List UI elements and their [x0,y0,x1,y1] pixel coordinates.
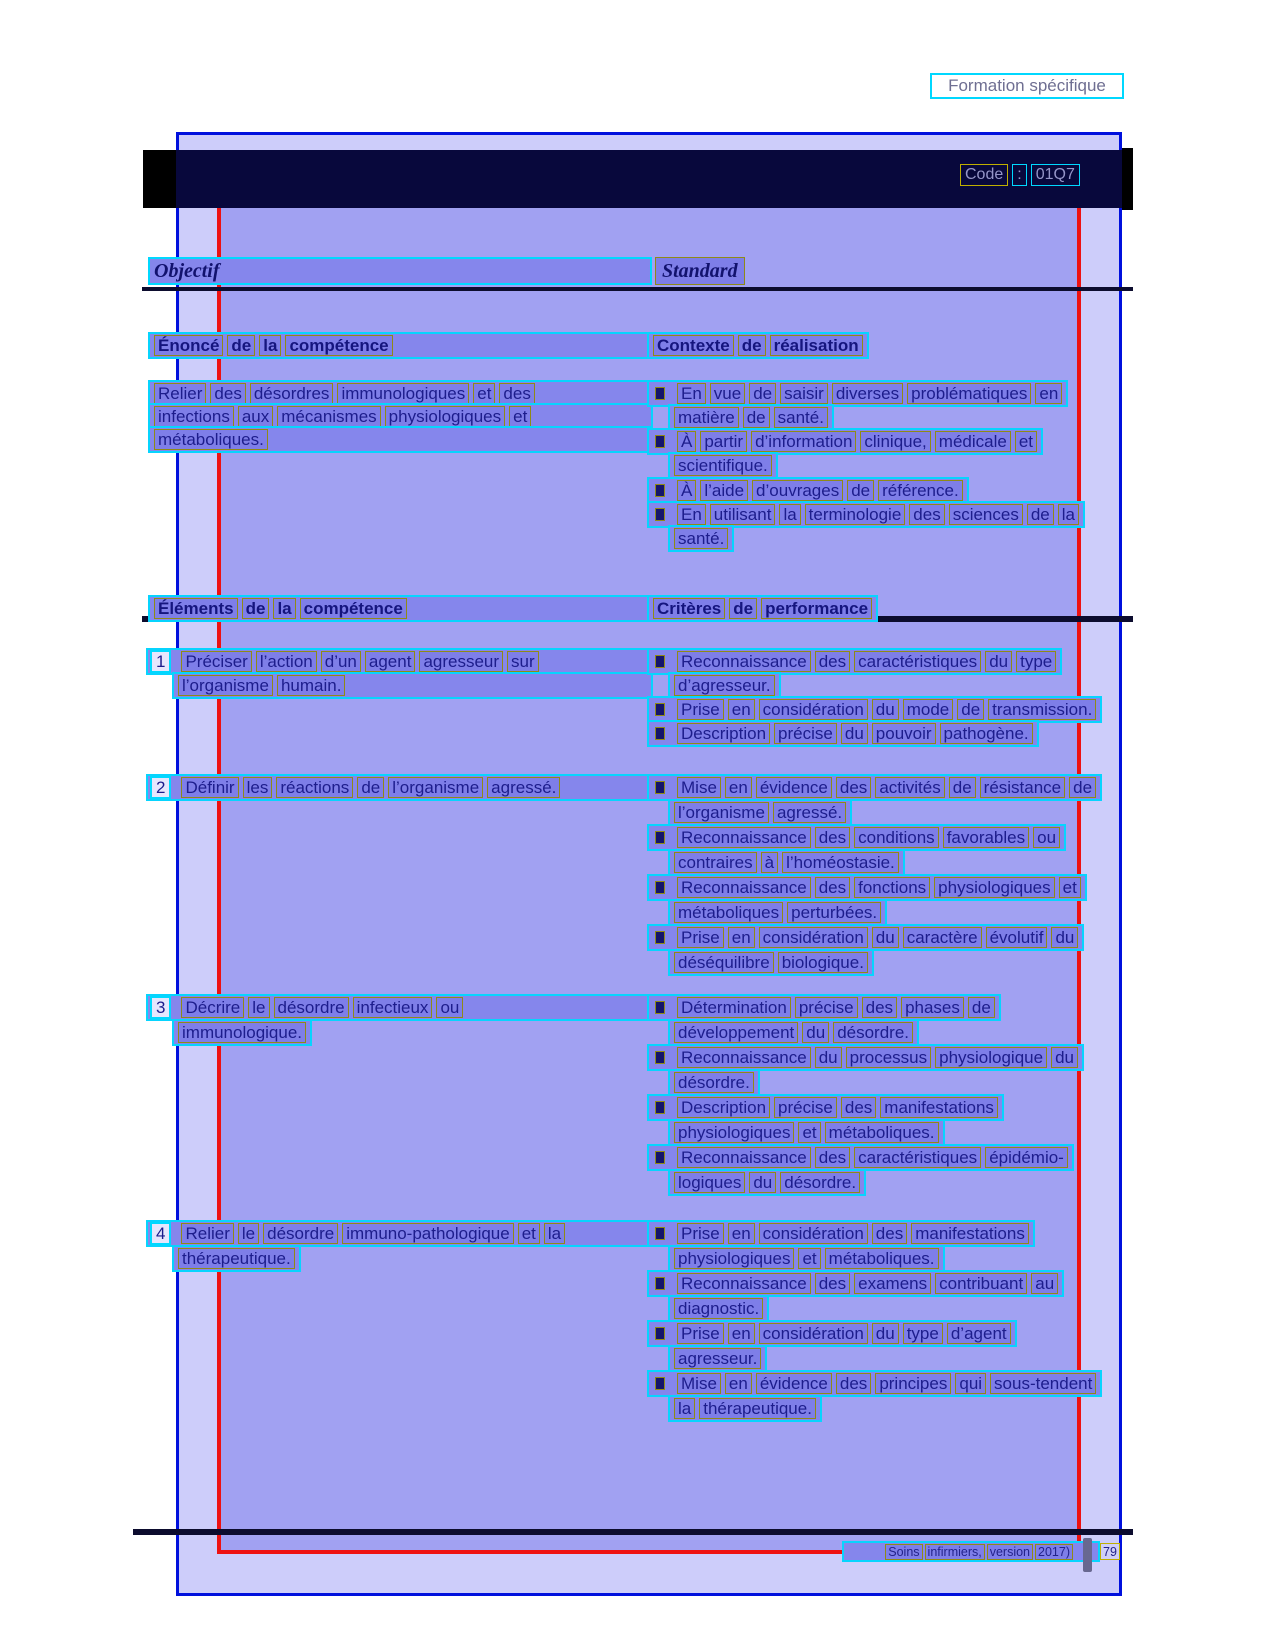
critere-bullet-line [668,899,887,926]
word-box: des [815,1273,850,1294]
word-box: physiologiques [385,406,505,427]
word-box: type [1016,651,1056,672]
word-box: principes [875,1373,951,1394]
word-box: immunologiques [337,383,469,404]
word-box: saisir [780,383,828,404]
element-line [172,1019,312,1046]
word-box: infections [154,406,234,427]
word-box: des [836,777,871,798]
word-box: précise [774,723,837,744]
word-box: l’organisme [674,802,769,823]
word-box: agressé. [487,777,560,798]
critere-bullet-line [647,1144,1074,1171]
word-box: Reconnaissance [677,1047,811,1068]
word-box: santé. [774,407,828,428]
word-box: précise [795,997,858,1018]
bullet-icon [655,1151,665,1164]
footer-word-box: infirmiers, [925,1544,985,1560]
word-box: des [841,1097,876,1118]
word-box: Préciser [181,651,251,672]
bullet-icon [655,1277,665,1290]
bullet-icon [655,1377,665,1390]
critere-bullet-line [647,994,1001,1021]
critere-bullet-line [647,720,1039,747]
word-box: du [815,1047,842,1068]
word-box: de [1069,777,1096,798]
word-box: humain. [277,675,345,696]
word-box: médicale [935,431,1011,452]
word-box: désordre [263,1223,338,1244]
word-box: la [1058,504,1079,525]
word-box: d’information [751,431,856,452]
header-bar-left-cap [143,150,176,208]
word-box: réalisation [770,335,863,356]
word-box: la [544,1223,565,1244]
bullet-icon [655,435,665,448]
objectif-column-header: Objectif [148,257,652,285]
word-box: sciences [949,504,1023,525]
word-box: la [273,598,295,619]
word-box: perturbées. [787,902,881,923]
element-line [146,994,653,1021]
bullet-icon [655,881,665,894]
word-box: en [728,699,755,720]
horizontal-rule-top [142,287,1133,291]
word-box: Énoncé [154,335,223,356]
word-box: en [728,927,755,948]
bullet-icon [655,1001,665,1014]
word-box: Prise [677,1323,724,1344]
word-box: manifestations [911,1223,1029,1244]
word-box: référence. [878,480,963,501]
word-box: Reconnaissance [677,651,811,672]
element-line [172,1245,301,1272]
code-label: Code [960,164,1008,186]
word-box: du [1051,1047,1078,1068]
word-box: caractéristiques [854,651,981,672]
critere-bullet-line [668,672,781,699]
footer-word-box: Soins [885,1544,922,1560]
word-box: de [743,407,770,428]
word-box: le [248,997,269,1018]
word-box: immuno-pathologique [342,1223,514,1244]
word-box: en [1035,383,1062,404]
word-box: du [872,699,899,720]
word-box: et [473,383,495,404]
word-box: biologique. [778,952,868,973]
word-box: caractère [903,927,982,948]
word-box: thérapeutique. [699,1398,816,1419]
critere-bullet-line [668,1245,945,1272]
word-box: Description [677,723,770,744]
word-box: Contexte [653,335,734,356]
word-box: santé. [674,528,728,549]
word-box: évolutif [986,927,1048,948]
word-box: des [836,1373,871,1394]
critere-bullet-line [647,774,1102,801]
word-box: de [957,699,984,720]
word-box: compétence [285,335,392,356]
footer-word-box: version [987,1544,1033,1560]
critere-bullet-line [647,1220,1035,1247]
word-box: mécanismes [277,406,380,427]
word-box: ou [436,997,463,1018]
word-box: contribuant [935,1273,1027,1294]
word-box: clinique, [860,431,930,452]
word-box: aux [238,406,273,427]
bullet-icon [655,703,665,716]
critere-bullet-line [668,799,852,826]
critere-bullet-line [668,949,874,976]
word-box: physiologiques [674,1248,794,1269]
word-box: problématiques [907,383,1031,404]
word-box: Éléments [154,598,238,619]
code-value: 01Q7 [1031,164,1080,186]
word-box: scientifique. [674,455,772,476]
word-box: considération [759,927,868,948]
word-box: désordre [274,997,349,1018]
word-box: immunologique. [178,1022,306,1043]
bullet-icon [655,655,665,668]
word-box: manifestations [880,1097,998,1118]
word-box: qui [955,1373,986,1394]
word-box: terminologie [805,504,906,525]
word-box: sous-tendent [990,1373,1096,1394]
word-box: agent [365,651,416,672]
word-box: d’agent [947,1323,1011,1344]
word-box: Relier [154,383,206,404]
word-box: physiologiques [934,877,1054,898]
word-box: de [968,997,995,1018]
critere-bullet-line [647,1044,1084,1071]
word-box: l’organisme [178,675,273,696]
item-number: 4 [150,1222,171,1245]
word-box: conditions [854,827,939,848]
word-box: Reconnaissance [677,877,811,898]
word-box: À [677,431,696,452]
critere-bullet-line [668,1169,866,1196]
word-box: du [841,723,868,744]
word-box: Définir [181,777,238,798]
word-box: et [798,1122,820,1143]
word-box: Décrire [181,997,244,1018]
word-box: évidence [756,777,832,798]
critere-bullet-line [668,1069,760,1096]
contexte-bullet-line [647,477,969,504]
critere-bullet-line [668,1345,767,1372]
word-box: résistance [980,777,1065,798]
word-box: Mise [677,1373,721,1394]
word-box: métaboliques. [154,429,268,450]
critere-bullet-line [668,1119,945,1146]
critere-bullet-line [668,849,905,876]
word-box: Reconnaissance [677,1147,811,1168]
bullet-icon [655,508,665,521]
critere-bullet-line [647,648,1062,675]
item-number: 3 [150,996,171,1019]
word-box: phases [901,997,964,1018]
critere-bullet-line [668,1019,919,1046]
word-box: Reconnaissance [677,827,811,848]
bullet-icon [655,831,665,844]
word-box: partir [700,431,747,452]
word-box: la [779,504,800,525]
word-box: développement [674,1022,798,1043]
element-line [172,672,653,699]
word-box: et [509,406,531,427]
critere-bullet-line [647,874,1087,901]
word-box: et [1059,877,1081,898]
footer-line [842,1541,1100,1562]
word-box: considération [759,1323,868,1344]
word-box: des [862,997,897,1018]
word-box: type [903,1323,943,1344]
word-box: du [985,651,1012,672]
bullet-icon [655,1227,665,1240]
word-box: déséquilibre [674,952,774,973]
word-box: considération [759,699,868,720]
word-box: et [798,1248,820,1269]
word-box: des [909,504,944,525]
enonce-line [148,426,653,453]
word-box: des [815,877,850,898]
word-box: désordres [250,383,334,404]
bullet-icon [655,1327,665,1340]
word-box: contraires [674,852,757,873]
word-box: d’un [321,651,361,672]
word-box: de [949,777,976,798]
word-box: de [738,335,766,356]
word-box: Prise [677,699,724,720]
word-box: En [677,504,706,525]
word-box: Reconnaissance [677,1273,811,1294]
word-box: En [677,383,706,404]
header-bar-right-cap [1122,148,1133,210]
standard-column-header: Standard [655,257,745,285]
word-box: vue [710,383,745,404]
word-box: infectieux [353,997,433,1018]
word-box: de [1027,504,1054,525]
word-box: sur [507,651,539,672]
word-box: des [210,383,245,404]
word-box: métaboliques. [825,1248,939,1269]
word-box: performance [761,598,872,619]
critere-bullet-line [647,1320,1017,1347]
word-box: évidence [756,1373,832,1394]
word-box: diagnostic. [674,1298,763,1319]
word-box: de [729,598,757,619]
word-box: l’homéostasie. [782,852,899,873]
word-box: la [259,335,281,356]
word-box: réactions [276,777,353,798]
word-box: pouvoir [872,723,936,744]
contexte-bullet-line [668,452,778,479]
word-box: en [728,1323,755,1344]
word-box: examens [854,1273,931,1294]
bullet-icon [655,387,665,400]
word-box: du [1051,927,1078,948]
word-box: désordre. [674,1072,754,1093]
word-box: du [749,1172,776,1193]
word-box: du [802,1022,829,1043]
word-box: de [357,777,384,798]
word-box: désordre. [780,1172,860,1193]
word-box: de [749,383,776,404]
criteres-title [647,595,878,622]
bullet-icon [655,727,665,740]
code-colon: : [1012,164,1026,186]
word-box: À [677,480,696,501]
critere-bullet-line [647,1094,1004,1121]
word-box: processus [846,1047,931,1068]
critere-bullet-line [647,1270,1064,1297]
formation-label: Formation spécifique [930,73,1124,99]
critere-bullet-line [647,1370,1102,1397]
word-box: de [242,598,270,619]
word-box: transmission. [988,699,1096,720]
bullet-icon [655,1051,665,1064]
elements-title [148,595,653,622]
word-box: la [674,1398,695,1419]
page-number: 79 [1100,1543,1120,1560]
word-box: métaboliques [674,902,783,923]
item-number: 1 [150,650,171,673]
element-line [146,1220,653,1247]
word-box: des [815,827,850,848]
word-box: au [1031,1273,1058,1294]
word-box: les [243,777,273,798]
contexte-bullet-line [647,428,1043,455]
word-box: du [872,1323,899,1344]
word-box: physiologiques [674,1122,794,1143]
word-box: Prise [677,1223,724,1244]
bullet-icon [655,484,665,497]
footer-word-box: 2017) [1035,1544,1073,1560]
critere-bullet-line [647,696,1102,723]
word-box: Mise [677,777,721,798]
word-box: en [725,777,752,798]
word-box: du [872,927,899,948]
contexte-bullet-line [668,404,834,431]
text-cursor[interactable] [1083,1538,1092,1572]
word-box: activités [875,777,944,798]
word-box: des [499,383,534,404]
word-box: Prise [677,927,724,948]
critere-bullet-line [647,824,1066,851]
word-box: des [815,651,850,672]
word-box: précise [774,1097,837,1118]
word-box: agresseur. [674,1348,761,1369]
word-box: l’aide [700,480,748,501]
bullet-icon [655,781,665,794]
word-box: le [238,1223,259,1244]
contexte-bullet-line [647,501,1085,528]
word-box: physiologique [935,1047,1047,1068]
word-box: Relier [181,1223,233,1244]
word-box: l’organisme [388,777,483,798]
horizontal-rule-footer [133,1529,1133,1535]
contexte-bullet-line [647,380,1068,407]
word-box: de [227,335,255,356]
word-box: fonctions [854,877,930,898]
critere-bullet-line [647,924,1084,951]
word-box: et [518,1223,540,1244]
word-box: en [725,1373,752,1394]
word-box: agresseur [419,651,503,672]
word-box: Critères [653,598,725,619]
word-box: des [872,1223,907,1244]
word-box: thérapeutique. [178,1248,295,1269]
word-box: caractéristiques [854,1147,981,1168]
enonce-title [148,332,653,359]
bullet-icon [655,931,665,944]
word-box: désordre. [833,1022,913,1043]
word-box: Détermination [677,997,791,1018]
word-box: pathogène. [940,723,1033,744]
word-box: en [728,1223,755,1244]
word-box: compétence [300,598,407,619]
bullet-icon [655,1101,665,1114]
word-box: à [761,852,778,873]
contexte-bullet-line [668,525,734,552]
critere-bullet-line [668,1395,822,1422]
word-box: d’agresseur. [674,675,775,696]
word-box: matière [674,407,739,428]
word-box: logiques [674,1172,745,1193]
word-box: agressé. [773,802,846,823]
word-box: et [1015,431,1037,452]
code-field [960,164,1080,186]
word-box: d’ouvrages [752,480,843,501]
word-box: métaboliques. [825,1122,939,1143]
word-box: l’action [256,651,317,672]
item-number: 2 [150,776,171,799]
contexte-title [647,332,869,359]
critere-bullet-line [668,1295,769,1322]
word-box: des [815,1147,850,1168]
word-box: favorables [943,827,1029,848]
word-box: ou [1033,827,1060,848]
word-box: diverses [832,383,903,404]
word-box: Description [677,1097,770,1118]
word-box: de [847,480,874,501]
word-box: mode [903,699,954,720]
word-box: épidémio- [985,1147,1068,1168]
word-box: utilisant [710,504,776,525]
element-line [146,648,653,675]
element-line [146,774,653,801]
word-box: considération [759,1223,868,1244]
